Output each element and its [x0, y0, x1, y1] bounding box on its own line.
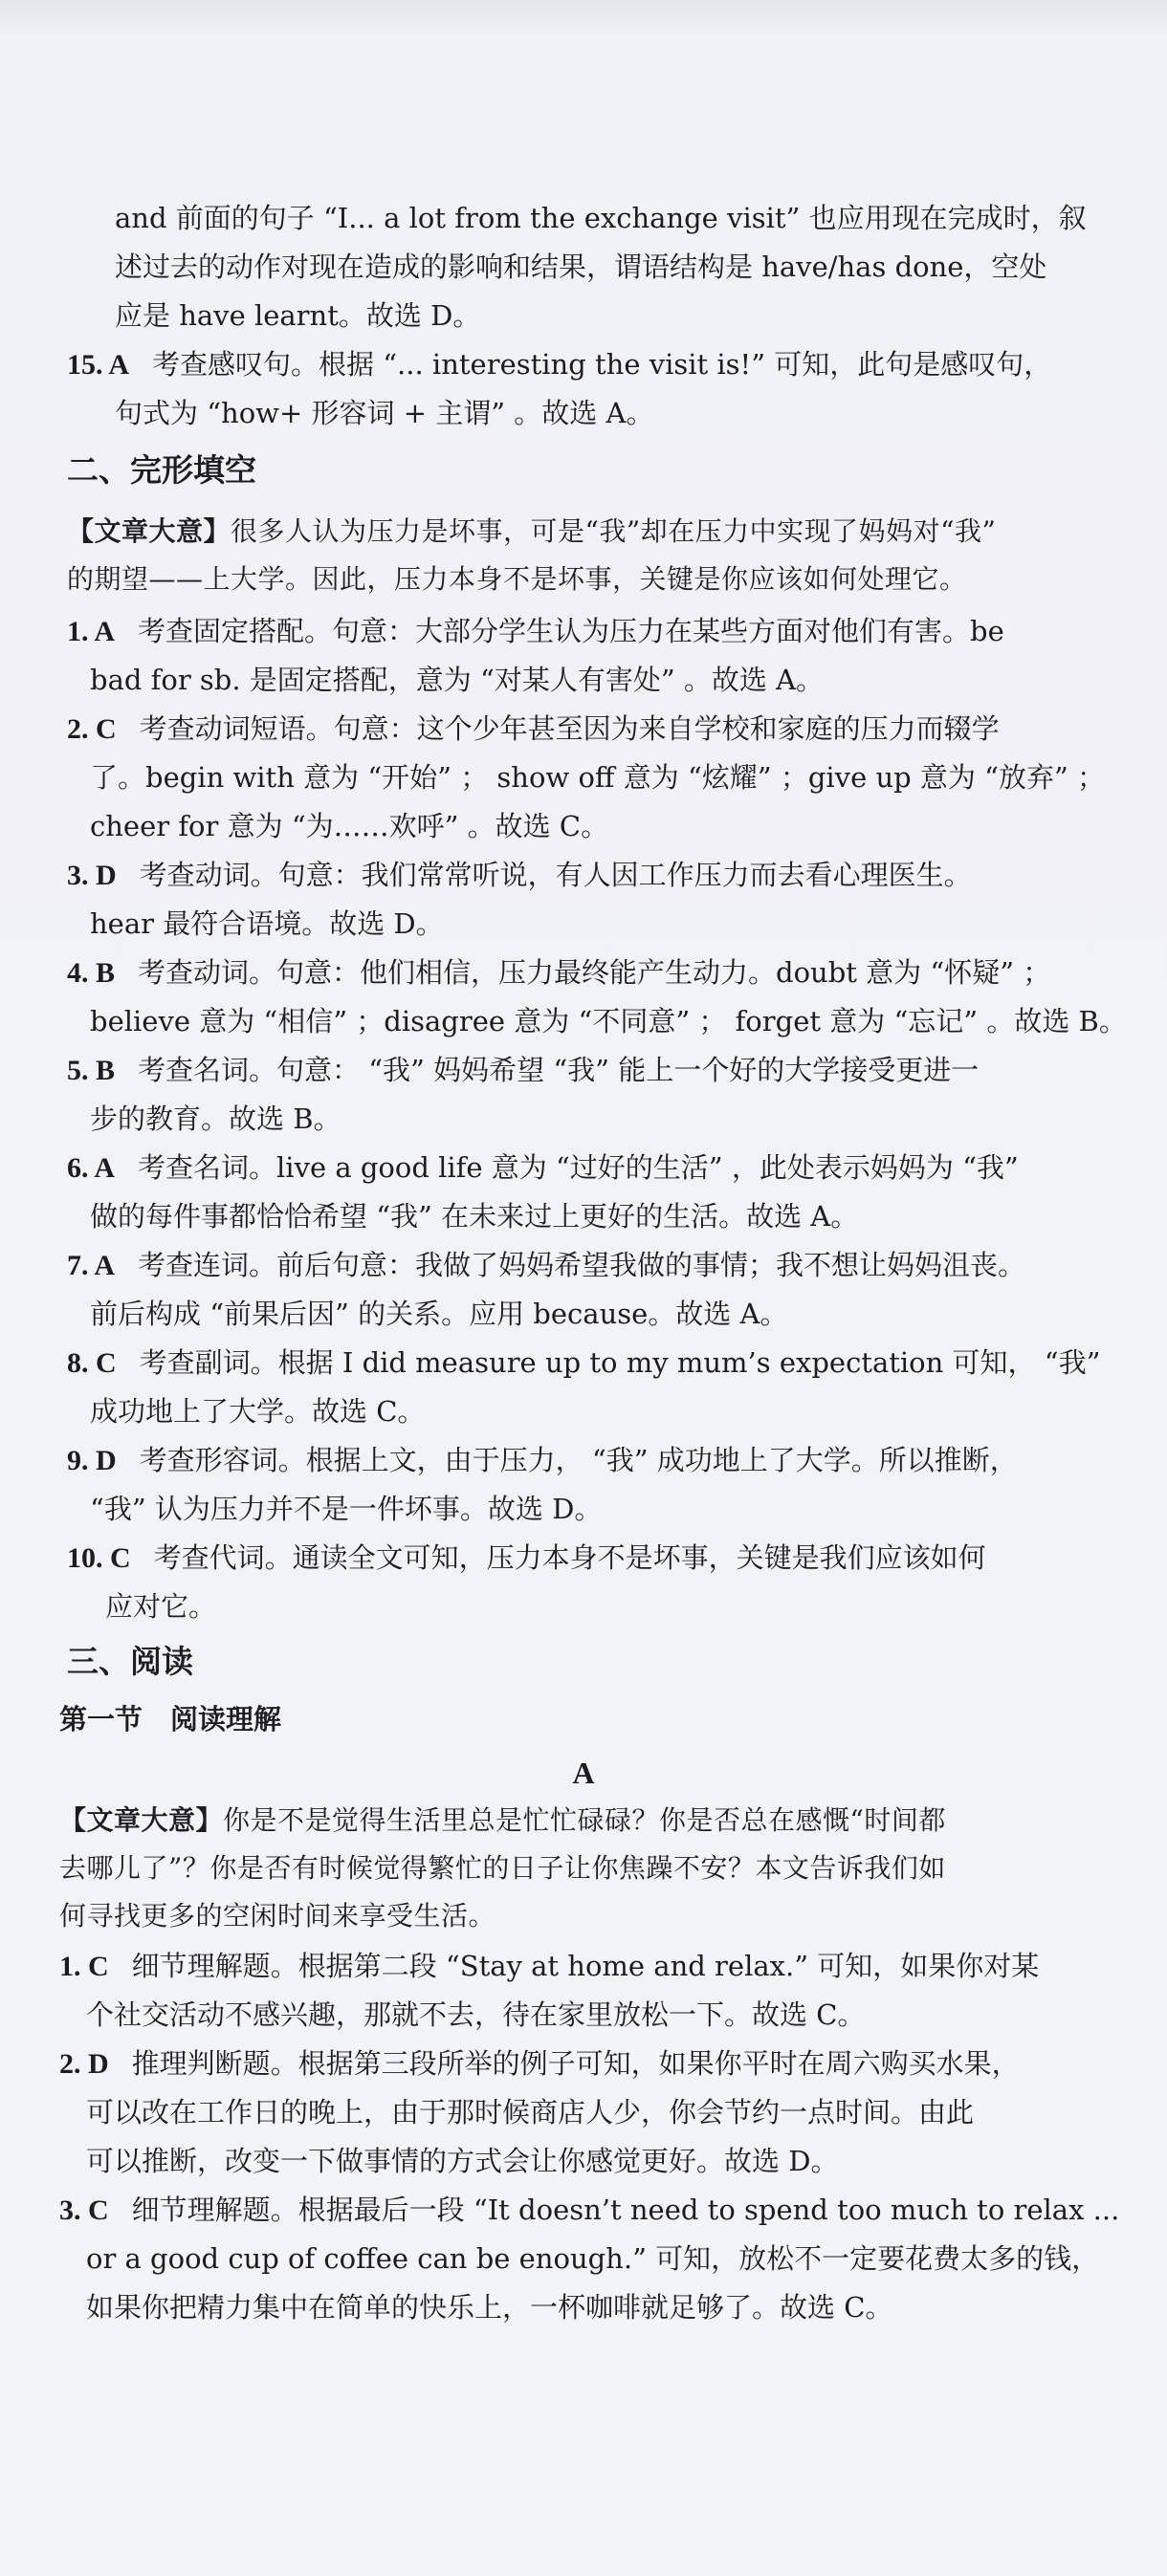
passage-label: A	[572, 1756, 595, 1790]
cloze-summary-label: 【文章大意】	[67, 515, 231, 547]
cloze-item-text: 考查动词。句意：我们常常听说，有人因工作压力而去看心理医生。	[139, 859, 972, 891]
cloze-item-3	[67, 856, 972, 895]
cloze-item-number: 4. B	[67, 957, 116, 989]
q15-number: 15. A	[67, 349, 130, 381]
cloze-item-number: 5. B	[67, 1055, 116, 1086]
reading-summary-line-2: 去哪儿了”？你是否有时候觉得繁忙的日子让你焦躁不安？本文告诉我们如	[59, 1852, 946, 1884]
cloze-item-6-line-2: 做的每件事都恰恰希望 “我” 在未来过上更好的生活。故选 A。	[90, 1200, 859, 1233]
reading-item-number: 2. D	[59, 2048, 109, 2080]
reading-item-text: 细节理解题。根据第二段 “Stay at home and relax.” 可知，如果你对某	[131, 1950, 1040, 1982]
reading-summary-text-1: 你是不是觉得生活里总是忙忙碌碌？你是否总在感慨“时间都	[223, 1804, 946, 1836]
cloze-item-1-line-2: bad for sb. 是固定搭配，意为 “对某人有害处” 。故选 A。	[90, 664, 825, 696]
cloze-item-2	[67, 709, 1000, 749]
cloze-item-8-line-2: 成功地上了大学。故选 C。	[90, 1395, 426, 1428]
cloze-item-number: 9. D	[67, 1445, 117, 1476]
reading-item-text: 细节理解题。根据最后一段 “It doesn’t need to spend too much to relax ...	[131, 2194, 1120, 2226]
cloze-item-text: 考查动词短语。句意：这个少年甚至因为来自学校和家庭的压力而辍学	[139, 712, 1000, 745]
reading-summary-line-1	[59, 1801, 946, 1840]
reading-item-1	[59, 1947, 1039, 1986]
cloze-item-1	[67, 612, 1004, 651]
section-reading-title: 三、阅读	[67, 1643, 193, 1680]
reading-item-number: 3. C	[59, 2194, 109, 2226]
reading-summary-line-3: 何寻找更多的空闲时间来享受生活。	[59, 1900, 496, 1932]
cloze-item-text: 考查名词。句意： “我” 妈妈希望 “我” 能上一个好的大学接受更进一	[138, 1054, 980, 1086]
reading-item-2	[59, 2044, 1020, 2084]
reading-summary-label: 【文章大意】	[59, 1804, 224, 1836]
q15-line-1	[67, 345, 1051, 384]
cloze-item-number: 1. A	[67, 616, 116, 647]
q14-line-1: and 前面的句子 “I... a lot from the exchange visit” 也应用现在完成时，叙	[115, 202, 1087, 234]
cloze-item-3-line-2: hear 最符合语境。故选 D。	[90, 907, 444, 940]
cloze-item-7	[67, 1246, 1025, 1285]
reading-item-3	[59, 2191, 1119, 2230]
cloze-item-number: 2. C	[67, 713, 117, 745]
cloze-item-text: 考查代词。通读全文可知，压力本身不是坏事，关键是我们应该如何	[153, 1541, 986, 1574]
cloze-item-2-line-3: cheer for 意为 “为……欢呼” 。故选 C。	[90, 810, 609, 842]
reading-item-number: 1. C	[59, 1951, 109, 1982]
cloze-item-number: 10. C	[67, 1542, 131, 1574]
section-cloze-title: 二、完形填空	[67, 451, 256, 489]
cloze-item-4-line-2: believe 意为 “相信” ；disagree 意为 “不同意” ； forget 意为 “忘记” 。故选 B。	[90, 1005, 1127, 1037]
cloze-item-5	[67, 1051, 979, 1090]
cloze-item-5-line-2: 步的教育。故选 B。	[90, 1102, 341, 1135]
cloze-item-text: 考查形容词。根据上文，由于压力， “我” 成功地上了大学。所以推断，	[139, 1444, 1018, 1476]
cloze-item-10	[67, 1539, 986, 1578]
q14-line-2: 述过去的动作对现在造成的影响和结果，谓语结构是 have/has done，空处	[115, 251, 1047, 283]
cloze-item-7-line-2: 前后构成 “前果后因” 的关系。应用 because。故选 A。	[90, 1298, 788, 1330]
cloze-item-text: 考查动词。句意：他们相信，压力最终能产生动力。doubt 意为 “怀疑” ；	[138, 956, 1051, 989]
reading-subsection-title: 第一节 阅读理解	[59, 1703, 282, 1736]
cloze-item-2-line-2: 了。begin with 意为 “开始” ； show off 意为 “炫耀” ；give up 意为 “放弃” ；	[90, 761, 1105, 794]
cloze-item-10-line-2: 应对它。	[105, 1590, 217, 1623]
cloze-item-number: 7. A	[67, 1250, 116, 1281]
cloze-item-9-line-2: “我” 认为压力并不是一件坏事。故选 D。	[90, 1493, 603, 1525]
q14-line-3: 应是 have learnt。故选 D。	[115, 299, 481, 332]
cloze-item-text: 考查连词。前后句意：我做了妈妈希望我做的事情；我不想让妈妈沮丧。	[138, 1249, 1026, 1281]
cloze-item-9	[67, 1441, 1018, 1480]
q15-line-2: 句式为 “how+ 形容词 + 主谓” 。故选 A。	[115, 397, 654, 429]
reading-item-2-line-2: 可以改在工作日的晚上，由于那时候商店人少，你会节约一点时间。由此	[86, 2096, 975, 2128]
cloze-item-number: 8. C	[67, 1347, 117, 1379]
reading-item-3-line-3: 如果你把精力集中在简单的快乐上，一杯咖啡就足够了。故选 C。	[86, 2291, 893, 2324]
q15-text-1: 考查感叹句。根据 “... interesting the visit is!” 可知，此句是感叹句，	[152, 348, 1052, 381]
cloze-item-text: 考查固定搭配。句意：大部分学生认为压力在某些方面对他们有害。be	[138, 615, 1004, 647]
cloze-item-text: 考查名词。live a good life 意为 “过好的生活” ，此处表示妈妈为 “我”	[138, 1151, 1019, 1184]
cloze-summary-text-1: 很多人认为压力是坏事，可是“我”却在压力中实现了妈妈对“我”	[231, 515, 997, 547]
cloze-summary-line-2: 的期望——上大学。因此，压力本身不是坏事，关键是你应该如何处理它。	[67, 563, 967, 595]
cloze-item-number: 6. A	[67, 1152, 116, 1184]
reading-item-text: 推理判断题。根据第三段所举的例子可知，如果你平时在周六购买水果，	[131, 2047, 1020, 2080]
cloze-item-8	[67, 1343, 1100, 1383]
reading-item-1-line-2: 个社交活动不感兴趣，那就不去，待在家里放松一下。故选 C。	[86, 1998, 866, 2031]
reading-item-2-line-3: 可以推断，改变一下做事情的方式会让你感觉更好。故选 D。	[86, 2145, 839, 2177]
reading-item-3-line-2: or a good cup of coffee can be enough.” 可知，放松不一定要花费太多的钱，	[86, 2242, 1100, 2275]
cloze-item-4	[67, 953, 1050, 993]
cloze-item-text: 考查副词。根据 I did measure up to my mum’s expectation 可知， “我”	[139, 1346, 1101, 1379]
cloze-summary-line-1	[67, 513, 996, 551]
cloze-item-6	[67, 1148, 1019, 1188]
cloze-item-number: 3. D	[67, 860, 117, 891]
